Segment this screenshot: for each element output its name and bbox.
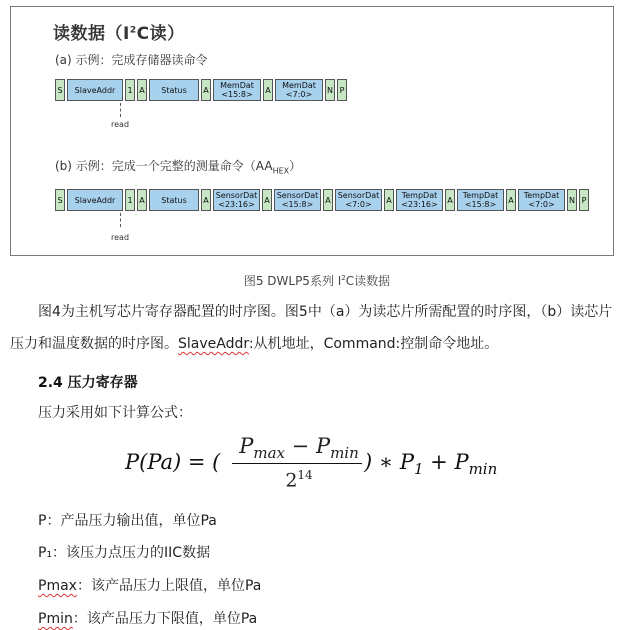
seq_a-field-memdat: MemDat <15:8>: [213, 79, 261, 101]
seq_b-field-sensordat: SensorDat <7:0>: [335, 189, 382, 211]
seq_a-field-p: P: [337, 79, 347, 101]
body-paragraph: 图4为主机写芯片寄存器配置的时序图。图5中（a）为读芯片所需配置的时序图，（b）读芯片压力和温度数据的时序图。SlaveAddr:从机地址，Command:控制命令地址。: [10, 304, 613, 352]
seq_b-field-a: A: [137, 189, 147, 211]
def-p: P：产品压力输出值，单位Pa: [38, 513, 217, 529]
read-label-b: read: [111, 233, 130, 242]
seq_b-field-tempdat: TempDat <7:0>: [518, 189, 565, 211]
formula-rhs: ) ∗ $P_1 + P_{min}$: [364, 450, 498, 479]
seq_b-field-tempdat: TempDat <23:16>: [396, 189, 443, 211]
seq_b-field-sensordat: SensorDat <15:8>: [274, 189, 321, 211]
figure-frame: [10, 6, 614, 256]
seq_a-field-s: S: [55, 79, 65, 101]
sub-caption-a: (a) 示例：完成存储器读命令: [55, 53, 208, 67]
seq_b-field-sensordat: SensorDat <23:16>: [213, 189, 260, 211]
seq_b-field-p: P: [579, 189, 589, 211]
seq_b-field-slaveaddr: SlaveAddr: [67, 189, 123, 211]
def-pmax: Pmax：该产品压力上限值，单位Pa: [38, 578, 262, 594]
seq_b-field-a: A: [262, 189, 272, 211]
seq_b-field-n: N: [567, 189, 577, 211]
seq_b-field-tempdat: TempDat <15:8>: [457, 189, 504, 211]
figure-caption: 图5 DWLP5系列 $I^2C$读数据: [243, 274, 391, 288]
seq_b-field-1: 1: [125, 189, 135, 211]
sequence-b: [55, 189, 591, 211]
section-heading: 2.4 压力寄存器: [38, 375, 138, 391]
read-marker-a: [120, 103, 121, 117]
read-marker-b: [120, 213, 121, 227]
seq_b-field-s: S: [55, 189, 65, 211]
def-p1: P₁：该压力点压力的IIC数据: [38, 545, 211, 561]
sub-caption-b: (b) 示例：完成一个完整的测量命令$(AA_{HEX})$: [55, 159, 302, 176]
read-label-a: read: [111, 120, 130, 129]
formula-numerator: $P_{max} - P_{min}$: [239, 434, 359, 463]
seq_a-field-status: Status: [149, 79, 199, 101]
def-pmin: Pmin：该产品压力下限值，单位Pa: [38, 611, 258, 627]
seq_a-field-a: A: [263, 79, 273, 101]
fraction-bar: [232, 463, 362, 464]
seq_a-field-memdat: MemDat <7:0>: [275, 79, 323, 101]
seq_b-field-a: A: [506, 189, 516, 211]
seq_b-field-a: A: [445, 189, 455, 211]
seq_a-field-slaveaddr: SlaveAddr: [67, 79, 123, 101]
seq_a-field-a: A: [201, 79, 211, 101]
seq_b-field-a: A: [384, 189, 394, 211]
formula-denominator: $2^{14}$: [285, 468, 313, 492]
seq_a-field-a: A: [137, 79, 147, 101]
seq_b-field-a: A: [201, 189, 211, 211]
sequence-a: [55, 79, 349, 101]
figure-title: 读数据（$I^2C$读）: [53, 24, 185, 44]
formula-lhs: P(Pa) = (: [125, 450, 221, 474]
seq_b-field-a: A: [323, 189, 333, 211]
seq_a-field-n: N: [325, 79, 335, 101]
slaveaddr-term: SlaveAddr: [178, 336, 249, 352]
formula-intro: 压力采用如下计算公式：: [38, 405, 192, 421]
seq_a-field-1: 1: [125, 79, 135, 101]
seq_b-field-status: Status: [149, 189, 199, 211]
